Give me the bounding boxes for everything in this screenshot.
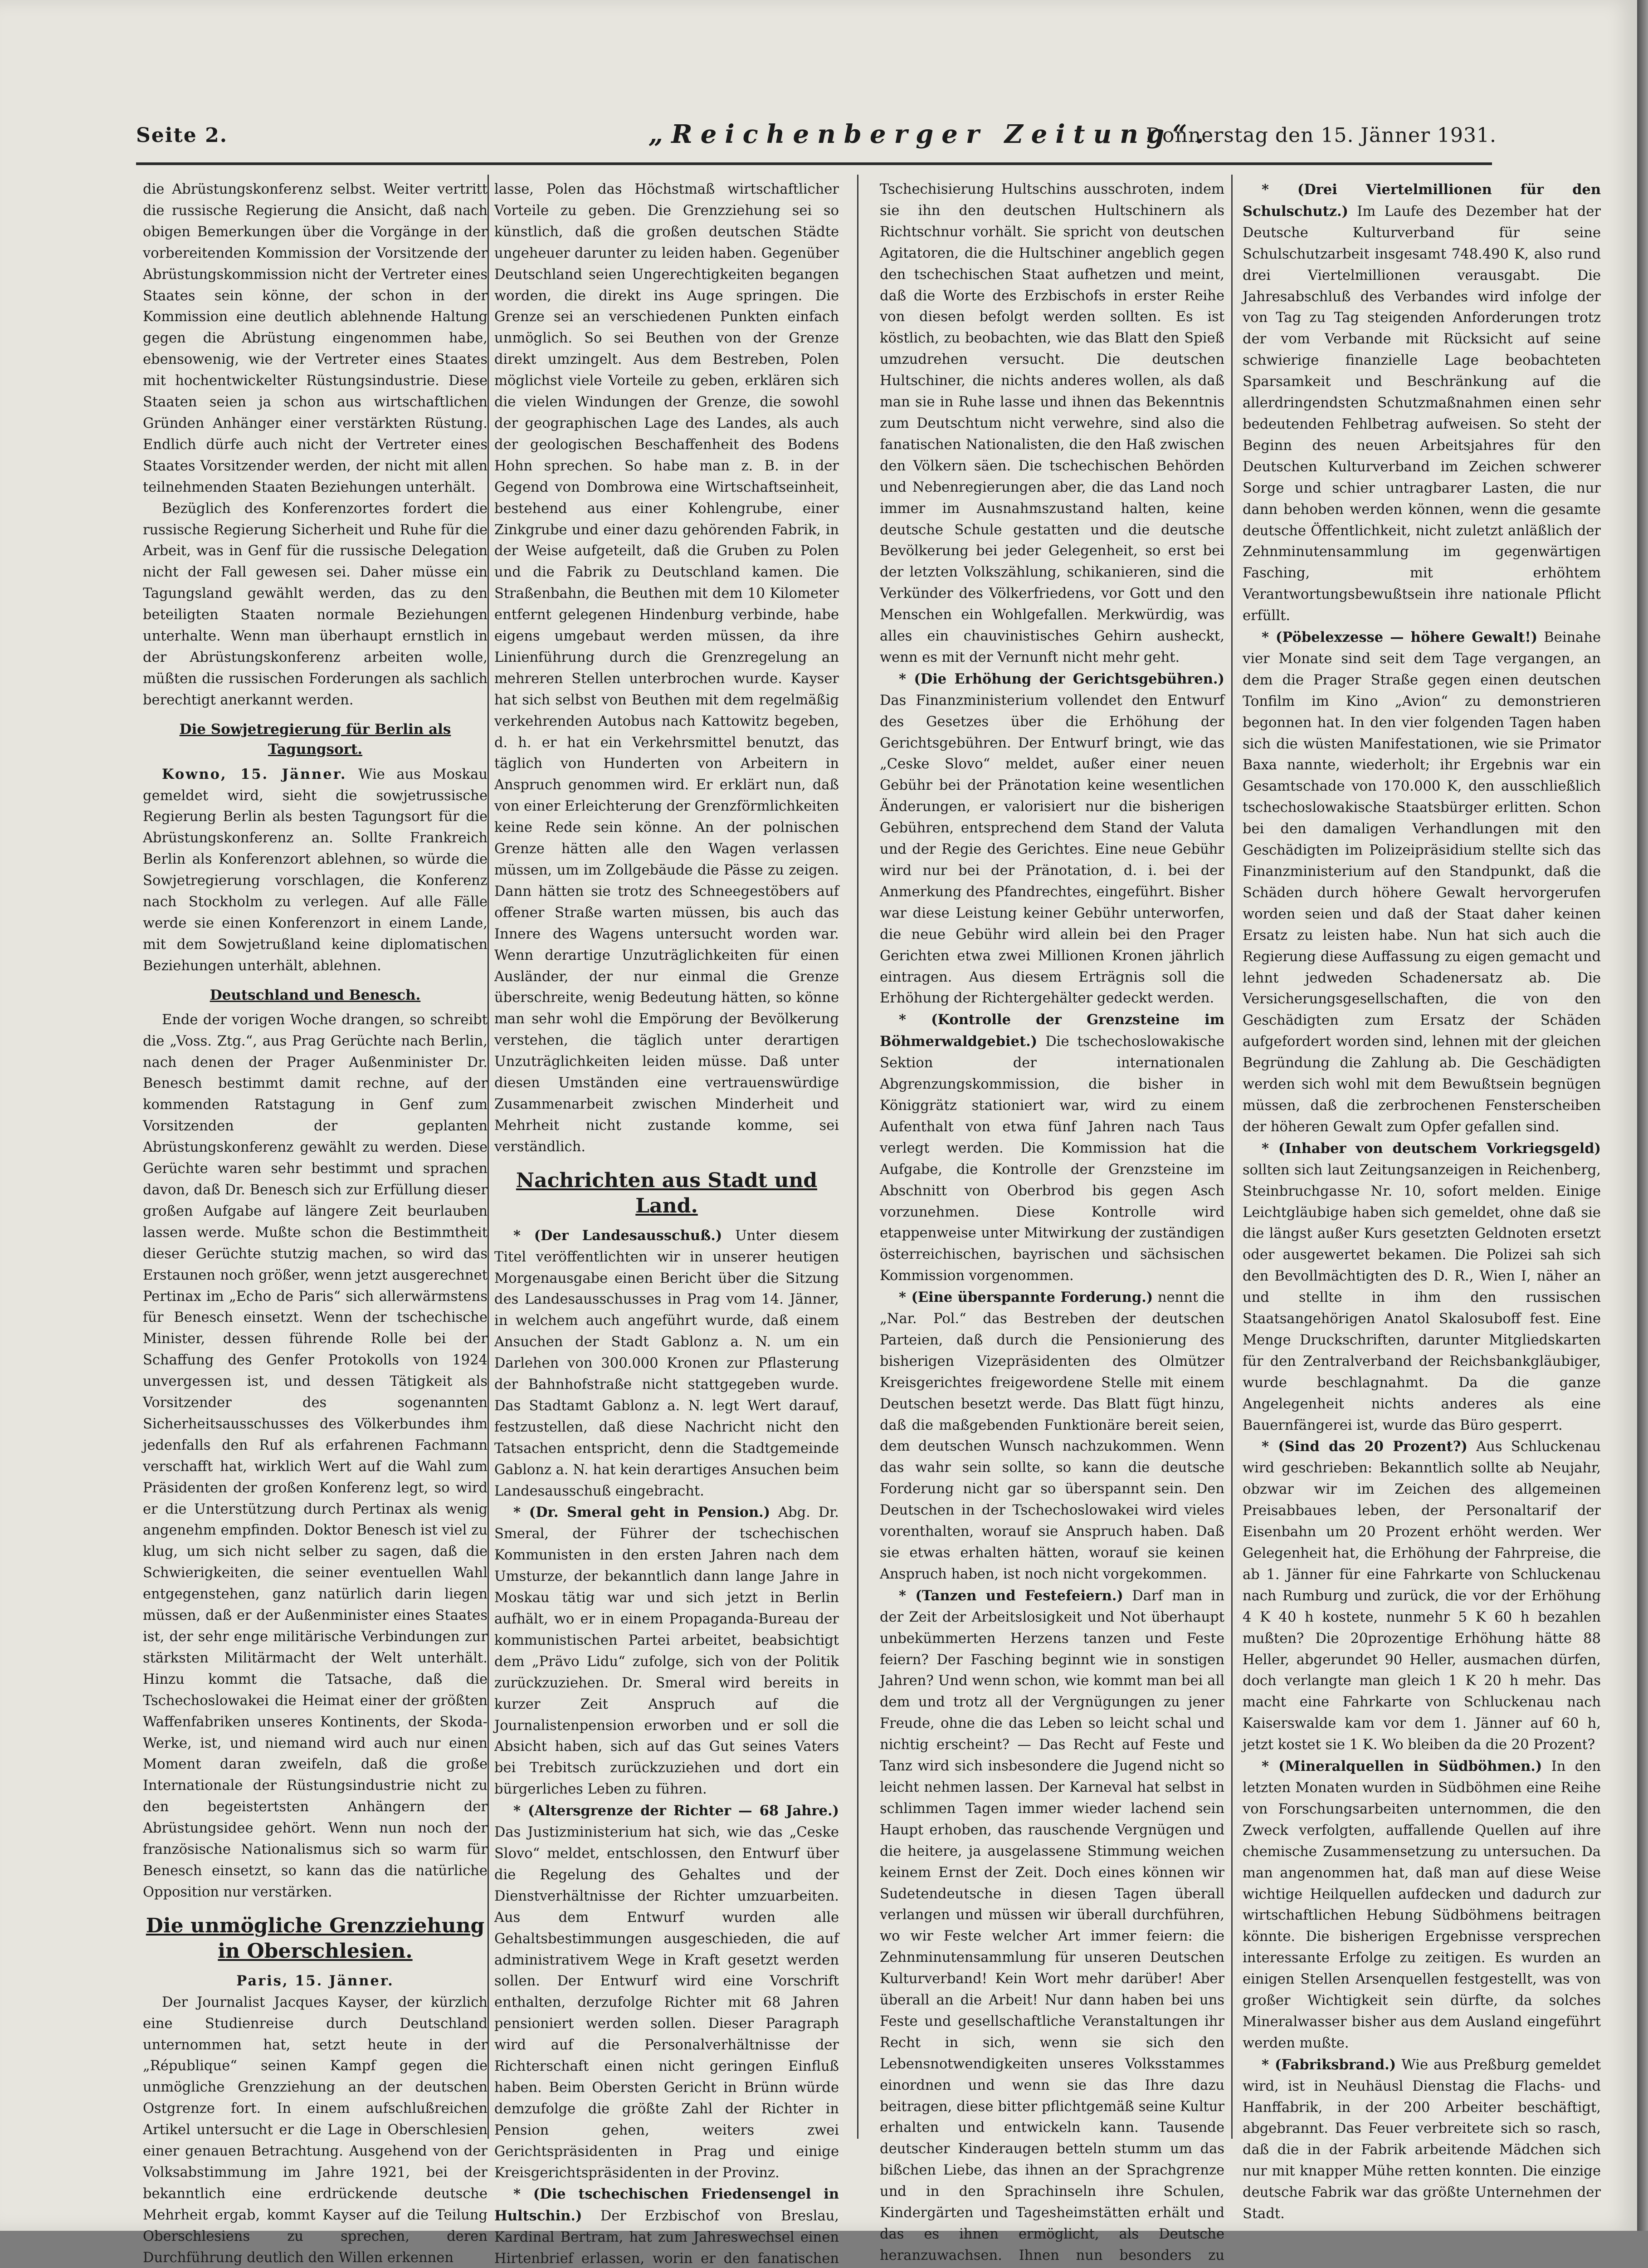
news-item-text: Darf man in der Zeit der Arbeitslosigkeit und Not überhaupt unbekümmerten Herzens tanzen und Feste feiern? Der Fasching beginnt wie in sonstigen Jahren? Und wenn schon, wie kommt man bei all dem und trotz all der Vergnügungen zu jener Freude, ohne die das Leben so leicht schal und nichtig erscheint? — Das Recht auf Feste und Tanz wird sich insbesondere die Jugend nicht so leicht nehmen lassen. Der Karneval hat selbst in schlimmen Tagen immer wieder lachend sein Haupt erhoben, das rauschende Vergnügen und die heitere, ja ausgelassene Stimmung weichen keinem Ernst der Zeit. Doch eines können wir Sudetendeutsche in diesen Tagen überall verlangen und müssen wir überall durchführen, wo wir Feste welcher Art immer feiern: die Zehnminutensammlung für unseren Deutschen Kulturverband! Kein Wort mehr darüber! Aber überall an die Arbeit! Nur dann haben bei uns Feste und gesellschaftliche Veranstaltungen ihr Recht in sich, wenn sie sich den Lebensnotwendigkeiten unseres Volksstammes einordnen und wenn sie das Ihre dazu beitragen, diese bitter pflichtgemäß seine Kultur erhalten und entwickeln kann. Tausende deutscher Kinderaugen betteln stumm um das bißchen Liebe, das ihnen an der Sprachgrenze und in den Sprachinseln ihre Schulen, Kindergärten und Tagesheimstätten erhält und das es ihnen ermöglicht, als Deutsche heranzuwachsen. Ihnen nun besonders zu bbox=[880, 1588, 1225, 2263]
news-item-heading: * (Die Erhöhung der Gerichtsgebühren.) bbox=[899, 670, 1224, 687]
news-item bbox=[1243, 1436, 1601, 1756]
news-item-heading: * (Altersgrenze der Richter — 68 Jahre.) bbox=[513, 1803, 839, 1819]
news-item-text: Wie aus Preßburg gemeldet wird, ist in Neuhäusl Dienstag die Flachs- und Hanffabrik, in der 200 Arbeiter beschäftigt, abgebrannt. Das Feuer verbreitete sich so rasch, daß die in der Fabrik arbeitende Mädchen sich nur mit knapper Mühe retten konnten. Die einzige deutsche Fabrik war das größte Unternehmen der Stadt. bbox=[1243, 2057, 1601, 2222]
article-text: Wie aus Moskau gemeldet wird, sieht die sowjetrussische Regierung Berlin als besten Tagungsort für die Abrüstungskonferenz an. Sollte Frankreich Berlin als Konferenzort ablehnen, so würde die Sowjetregierung vorschlagen, die Konferenz nach Stockholm zu verlegen. Auf alle Fälle werde sie einen Konferenzort in einem Lande, mit dem Sowjetrußland keine diplomatischen Beziehungen unterhält, ablehnen. bbox=[143, 766, 488, 974]
news-item-heading: * (Inhaber von deutschem Vorkriegsgeld) bbox=[1262, 1140, 1601, 1157]
article-paragraph: Bezüglich des Konferenzortes fordert die russische Regierung Sicherheit und Ruhe für die Arbeit, was in Genf für die russische Delegation nicht der Fall gewesen sei. Daher müsse ein Tagungsland gewählt werden, das zu den beteiligten Staaten normale Beziehungen unterhalte. Wenn man überhaupt ernstlich in der Abrüstungskonferenz arbeiten wolle, müßten die russischen Forderungen als sachlich berechtigt anerkannt werden. bbox=[143, 500, 488, 708]
news-item bbox=[880, 1585, 1224, 2268]
news-item-heading: * (Pöbelexzesse — höhere Gewalt!) bbox=[1262, 629, 1538, 646]
news-item-heading: * (Sind das 20 Prozent?) bbox=[1262, 1438, 1468, 1455]
dateline-place-text: Paris, 15. Jänner. bbox=[236, 1972, 394, 1989]
news-item bbox=[1243, 627, 1601, 1138]
column-1 bbox=[143, 179, 488, 2266]
page-number: Seite 2. bbox=[136, 124, 228, 147]
dateline: Donnerstag den 15. Jänner 1931. bbox=[1146, 124, 1497, 147]
article-headline: Die unmögliche Grenzziehung in Oberschlesien. bbox=[146, 1914, 485, 1963]
news-item-text: sollten sich laut Zeitungsanzeigen in Reichenberg, Steinbruchgasse Nr. 10, sofort melden. Einige Leichtgläubige haben sich gemeldet, ohne daß sie die längst außer Kurs gesetzten Geldnoten ersetzt oder ausgewertet bekamen. Die Polizei sah sich den Bevollmächtigten des D. R., Wien I, näher an und stellte in ihm den russischen Staatsangehörigen Anatol Skalosuboff fest. Eine Menge Druckschriften, darunter Mitgliedskarten für den Zentralverband der Reichsbankgläubiger, wurde beschlagnahmt. Da die ganze Angelegenheit nichts anderes als eine Bauernfängerei ist, wurde das Büro gesperrt. bbox=[1243, 1162, 1601, 1433]
news-item bbox=[494, 1800, 839, 2184]
news-item-text: Im Laufe des Dezember hat der Deutsche Kulturverband für seine Schulschutzarbeit insgesamt 748.490 K, also rund drei Viertelmillionen verausgabt. Die Jahresabschluß des Verbandes wird infolge der von Tag zu Tag steigenden Anforderungen trotz der vom Verbande mit Rücksicht auf seine schwierige finanzielle Lage beobachteten Sparsamkeit und Beschränkung auf die allerdringendsten Schutzmaßnahmen einen sehr bedeutenden Fehlbetrag aufweisen. So steht der Beginn des neuen Arbeitsjahres für den Deutschen Kulturverband im Zeichen schwerer Sorge und schier untragbarer Lasten, die nur dann behoben werden können, wenn die gesamte deutsche Öffentlichkeit, nicht zuletzt anläßlich der Zehnminutensammlung im gegenwärtigen Fasching, mit erhöhtem Verantwortungsbewußtsein ihre nationale Pflicht erfüllt. bbox=[1243, 203, 1601, 624]
column-2 bbox=[494, 179, 839, 2267]
article-headline: Die Sowjetregierung für Berlin als Tagungsort. bbox=[179, 721, 451, 758]
column-4 bbox=[1243, 179, 1601, 2222]
news-item-heading: * (Fabriksbrand.) bbox=[1262, 2056, 1396, 2073]
news-item bbox=[880, 1287, 1224, 1585]
news-item-text: Unter diesem Titel veröffentlichten wir in unserer heutigen Morgenausgabe einen Bericht über die Sitzung des Landesausschusses in Prag vom 14. Jänner, in welchem auch angeführt wurde, daß einem Ansuchen der Stadt Gablonz a. N. um ein Darlehen von 300.000 Kronen zur Pflasterung der Bahnhofstraße nicht stattgegeben wurde. Das Stadtamt Gablonz a. N. legt Wert darauf, festzustellen, daß diese Nachricht nicht den Tatsachen entspricht, denn die Stadtgemeinde Gablonz a. N. hat kein derartiges Ansuchen beim Landesausschuß eingebracht. bbox=[494, 1227, 839, 1499]
news-item bbox=[494, 2184, 839, 2268]
article-paragraph: lasse, Polen das Höchstmaß wirtschaftlicher Vorteile zu geben. Die Grenzziehung sei so künstlich, daß die großen deutschen Städte ungeheuer darunter zu leiden haben. Gegenüber Deutschland seien Ungerechtigkeiten begangen worden, die direkt ins Auge springen. Die Grenze sei an verschiedenen Punkten einfach unmöglich. So sei Beuthen von der Grenze direkt umzingelt. Aus dem Bestreben, Polen möglichst viele Vorteile zu geben, erklären sich die vielen Windungen der Grenze, die sowohl der geographischen Lage des Landes, als auch der geologischen Beschaffenheit des Bodens Hohn sprechen. So habe man z. B. in der Gegend von Dombrowa eine Wirtschaftseinheit, bestehend aus einer Kohlengrube, einer Zinkgrube und einer dazu gehörenden Fabrik, in der Weise aufgeteilt, daß die Gruben zu Polen und die Fabrik zu Deutschland kamen. Die Straßenbahn, die Beuthen mit dem 10 Kilometer entfernt gelegenen Hindenburg verbinde, habe eigens umgebaut werden müssen, da ihre Linienführung durch die Grenzregelung an mehreren Stellen unterbrochen wurde. Kayser hat sich selbst von Beuthen mit dem regelmäßig verkehrenden Autobus nach Kattowitz begeben, d. h. er hat ein Verkehrsmittel benutzt, das täglich von Hunderten von Arbeitern in Anspruch genommen wird. Er erklärt nun, daß von einer Erleichterung der Grenzförmlichkeiten keine Rede sein könne. An der polnischen Grenze hätten alle den Wagen verlassen müssen, um im Zollgebäude die Pässe zu zeigen. Dann hätten sie trotz des Schneegestöbers auf offener Straße warten müssen, bis auch das Innere des Wagens untersucht worden war. Wenn derartige Unzuträglichkeiten für einen Ausländer, der nur einmal die Grenze überschreite, wenig Bedeutung hätten, so könne man sehr wohl die Empörung der Bevölkerung verstehen, die täglich unter derartigen Unzuträglichkeiten leiden müsse. Daß unter diesen Umständen eine vertrauenswürdige Zusammenarbeit zwischen Minderheit und Mehrheit nicht zustande komme, sei verständlich. bbox=[494, 181, 839, 1155]
column-divider bbox=[1231, 175, 1233, 2139]
news-item-heading: * (Eine überspannte Forderung.) bbox=[899, 1289, 1153, 1306]
news-item-text: Das Justizministerium hat sich, wie das „Ceske Slovo“ meldet, entschlossen, den Entwurf über die Regelung des Gehaltes und der Dienstverhältnisse der Richter umzuarbeiten. Aus dem Entwurf wurden alle Gehaltsbestimmungen ausgeschieden, die auf administrativem Wege in Kraft gesetzt werden sollen. Der Entwurf wird eine Vorschrift enthalten, derzufolge Richter mit 68 Jahren pensioniert werden sollen. Dieser Paragraph wird auf die Personalverhältnisse der Richterschaft einen nicht geringen Einfluß haben. Beim Obersten Gericht in Brünn würde demzufolge die größte Zahl der Richter in Pension gehen, weiters zwei Gerichtspräsidenten in Prag und einige Kreisgerichtspräsidenten in der Provinz. bbox=[494, 1824, 839, 2181]
news-item-text: Der Erzbischof von Breslau, Kardinal Bertram, hat zum Jahreswechsel einen Hirtenbrief erlassen, worin er den fanatischen bbox=[494, 2208, 839, 2267]
header-rule bbox=[136, 162, 1492, 165]
news-item-text: Die tschechoslowakische Sektion der internationalen Abgrenzungskommission, die bisher in Königgrätz stationiert war, wird zu einem Aufenthalt von etwa fünf Jahren nach Taus verlegt werden. Die Kommission hat die Aufgabe, die Kontrolle der Grenzsteine im Abschnitt von Oberbrod bis gegen Asch vorzunehmen. Diese Kontrolle wird etappenweise unter Mitwirkung der zuständigen österreichischen, bayrischen und sächsischen Kommission vorgenommen. bbox=[880, 1034, 1224, 1284]
news-item bbox=[1243, 1756, 1601, 2054]
news-item bbox=[494, 1502, 839, 1800]
dateline-place: Kowno, 15. Jänner. bbox=[162, 766, 347, 782]
article-paragraph: die Abrüstungskonferenz selbst. Weiter vertritt die russische Regierung die Ansicht, daß nach obigen Bemerkungen über die Vorgänge in der vorbereitenden Kommission der Vorsitzende der Abrüstungskommission nicht der Vertreter eines Staates sein könne, der schon in der Kommission eine deutlich ablehnende Haltung gegen die Abrüstung eingenommen habe, ebensowenig, wie der Vertreter eines Staates mit hochentwickelter Rüstungsindustrie. Diese Staaten seien ja schon aus wirtschaftlichen Gründen Anhänger einer verstärkten Rüstung. Endlich dürfe auch nicht der Vertreter eines Staates Vorsitzender werden, der nicht mit allen teilnehmenden Staaten Beziehungen unterhält. bbox=[143, 181, 488, 495]
news-item-text: Aus Schluckenau wird geschrieben: Bekanntlich sollte ab Neujahr, obzwar wir im Zeichen des allgemeinen Preisabbaues leben, der Personaltarif der Eisenbahn um 20 Prozent erhöht werden. Wer Gelegenheit hat, die Erhöhung der Fahrpreise, die ab 1. Jänner für eine Fahrkarte von Schluckenau nach Rumburg und zurück, die vor der Erhöhung 4 K 40 h kostete, nunmehr 5 K 60 h bezahlen mußten? Die 20prozentige Erhöhung hätte 88 Heller, abgerundet 90 Heller, ausmachen dürfen, doch verlangte man gleich 1 K 20 h mehr. Das macht eine Fahrkarte von Schluckenau nach Kaiserswalde kam vor dem 1. Jänner auf 60 h, jetzt kostet sie 1 K. Wo bleiben da die 20 Prozent? bbox=[1243, 1439, 1601, 1753]
masthead: „Reichenberger Zeitung“. bbox=[648, 119, 1212, 149]
news-item bbox=[880, 669, 1224, 1010]
page-header bbox=[136, 116, 1497, 156]
section-headline: Nachrichten aus Stadt und Land. bbox=[516, 1168, 818, 1217]
news-item-heading: * (Tanzen und Festefeiern.) bbox=[899, 1587, 1123, 1604]
scan-edge-shadow bbox=[1637, 0, 1648, 2231]
news-item bbox=[1243, 179, 1601, 627]
news-item-text: Beinahe vier Monate sind seit dem Tage vergangen, an dem die Prager Straße gegen einen deutschen Tonfilm im Kino „Avion“ zu demonstrieren begonnen hat. In den vier folgenden Tagen haben sich die wüsten Manifestationen, wie sie Primator Baxa nannte, wiederholt; ihr Ergebnis war ein Gesamtschade von 170.000 K, den ausschließlich tschechoslowakische Staatsbürger erlitten. Schon bei den damaligen Verhandlungen mit den Geschädigten im Polizeipräsidium stellte sich das Finanzministerium auf den Standpunkt, daß die Schäden durch höhere Gewalt hervorgerufen worden seien und daß der Staat daher keinen Ersatz zu leisten habe. Nun hat sich auch die Regierung diese Auffassung zu eigen gemacht und lehnt jedweden Schadenersatz ab. Die Versicherungsgesellschaften, die von den Geschädigten zum Ersatz der Schäden aufgefordert worden sind, lehnen mit der gleichen Begründung die Zahlung ab. Die Geschädigten werden sich wohl mit dem Bewußtsein begnügen müssen, daß die zerbrochenen Fensterscheiben der höheren Gewalt zum Opfer gefallen sind. bbox=[1243, 630, 1601, 1135]
news-item-text: nennt die „Nar. Pol.“ das Bestreben der deutschen Parteien, daß durch die Pensionierung des bisherigen Vizepräsidenten des Olmützer Kreisgerichtes freigewordene Stelle mit einem Deutschen besetzt werde. Das Blatt fügt hinzu, daß die maßgebenden Funktionäre bereit seien, dem deutschen Wunsch nachzukommen. Wenn das wahr sein sollte, so kann die deutsche Forderung nicht gar so überspannt sein. Den Deutschen in der Tschechoslowakei wird vieles vorenthalten, worauf sie Anspruch haben. Daß sie etwas erhalten hätten, worauf sie keinen Anspruch haben, ist noch nicht vorgekommen. bbox=[880, 1290, 1224, 1582]
dateline-place bbox=[143, 1970, 488, 1992]
news-item-heading: * (Dr. Smeral geht in Pension.) bbox=[513, 1504, 770, 1521]
column-3 bbox=[880, 179, 1225, 2263]
column-divider bbox=[488, 175, 489, 2139]
news-item-text: Abg. Dr. Smeral, der Führer der tschechischen Kommunisten in den ersten Jahren nach dem Umsturze, der bekanntlich dann lange Jahre in Moskau tätig war und sich jetzt in Berlin aufhält, wo er in einem Propaganda-Bureau der kommunistischen Partei arbeitet, beabsichtigt dem „Prävo Lidu“ zufolge, sich von der Politik zurückzuziehen. Dr. Smeral wird bereits in kurzer Zeit Anspruch auf die Journalistenpension erworben und er soll die Absicht haben, sich auf das Gut seines Vaters bei Trebitsch zurückzuziehen und dort ein bürgerliches Leben zu führen. bbox=[494, 1505, 839, 1798]
news-item-heading: * (Der Landesausschuß.) bbox=[513, 1227, 722, 1244]
article-paragraph: Der Journalist Jacques Kayser, der kürzlich eine Studienreise durch Deutschland unternommen hat, setzt heute in der „République“ seinen Kampf gegen die unmögliche Grenzziehung an der deutschen Ostgrenze fort. In einem aufschlußreichen Artikel untersucht er die Lage in Oberschlesien einer genauen Betrachtung. Ausgehend von der Volksabstimmung im Jahre 1921, bei der bekanntlich eine erdrückende deutsche Mehrheit ergab, kommt Kayser auf die Teilung Oberschlesiens zu sprechen, deren Durchführung deutlich den Willen erkennen bbox=[143, 1994, 488, 2266]
news-item-heading: * (Die tschechischen Friedensengel in Hultschin.) bbox=[494, 2186, 839, 2224]
news-item bbox=[1243, 1138, 1601, 1437]
article-paragraph bbox=[143, 764, 488, 977]
column-divider bbox=[857, 175, 858, 2139]
news-item-heading: * (Mineralquellen in Südböhmen.) bbox=[1262, 1758, 1542, 1775]
news-item-text: In den letzten Monaten wurden in Südböhmen eine Reihe von Forschungsarbeiten unternommen, die den Zweck verfolgten, auffallende Quellen auf ihre chemische Zusammensetzung zu untersuchen. Da man angenommen hat, daß man auf diese Weise wichtige Heilquellen aufdecken und dadurch zur wirtschaftlichen Hebung Südböhmens beitragen könnte. Die bisherigen Ergebnisse versprechen interessante Erfolge zu zeitigen. Es wurden an einigen Stellen Arsenquellen festgestellt, was von großer Wichtigkeit sein dürfte, da solches Mineralwasser bisher aus dem Ausland eingeführt werden mußte. bbox=[1243, 1759, 1601, 2051]
news-item-text: Das Finanzministerium vollendet den Entwurf des Gesetzes über die Erhöhung der Gerichtsgebühren. Der Entwurf bringt, wie das „Ceske Slovo“ meldet, außer einer neuen Gebühr bei der Pränotation keine wesentlichen Änderungen, er valorisiert nur die bisherigen Gebühren, entsprechend dem Stand der Valuta und der Regie des Gerichtes. Eine neue Gebühr wird nur bei der Pränotation, d. i. bei der Anmerkung des Pfandrechtes, eingeführt. Bisher war diese Leistung keiner Gebühr unterworfen, die neue Gebühr wird allein bei den Prager Gerichten etwa zwei Millionen Kronen jährlich eintragen. Aus diesem Erträgnis soll die Erhöhung der Richtergehälter gedeckt werden. bbox=[880, 692, 1224, 1007]
news-item bbox=[1243, 2054, 1601, 2225]
news-item bbox=[880, 1009, 1224, 1287]
article-paragraph: Ende der vorigen Woche drangen, so schreibt die „Voss. Ztg.“, aus Prag Gerüchte nach Berlin, nach denen der Prager Außenminister Dr. Benesch bestimmt damit rechne, auf der kommenden Ratstagung in Genf zum Vorsitzenden der geplanten Abrüstungskonferenz gewählt zu werden. Diese Gerüchte waren sehr bestimmt und sprachen davon, daß Dr. Benesch sich zur Erfüllung dieser großen Aufgabe auf längere Zeit beurlauben lassen werde. Mußte schon die Bestimmtheit dieser Gerüchte stutzig machen, so wird das Erstaunen noch größer, wenn jetzt ausgerechnet Pertinax im „Echo de Paris“ sich allerwärmstens für Benesch einsetzt. Wenn der tschechische Minister, dessen führende Rolle bei der Schaffung des Genfer Protokolls von 1924 unvergessen ist, und dessen Tätigkeit als Vorsitzender des sogenannten Sicherheitsausschusses des Völkerbundes ihm jedenfalls den Ruf als erfahrenen Fachmann verschafft hat, wirklich Wert auf die Wahl zum Präsidenten der großen Konferenz legt, so wird er die Unterstützung durch Pertinax als wenig angenehm empfinden. Doktor Benesch ist viel zu klug, um sich nicht selber zu sagen, daß die Schwierigkeiten, die seiner eventuellen Wahl entgegenstehen, ganz natürlich darin liegen müssen, daß er der Außenminister eines Staates ist, der sehr enge militärische Verbindungen zur stärksten Militärmacht der Welt unterhält. Hinzu kommt die Tatsache, daß die Tschechoslowakei die Heimat einer der größten Waffenfabriken unseres Kontinents, der Skoda-Werke, ist, und niemand wird auch nur einen Moment daran zweifeln, daß die große Internationale der Rüstungsindustrie nicht zu den begeistertsten Anhängern der Abrüstungsidee gehört. Wenn nun noch der französische Nationalismus sich so warm für Benesch einsetzt, so kann das die natürliche Opposition nur verstärken. bbox=[143, 1012, 488, 1900]
article-headline: Deutschland und Benesch. bbox=[210, 987, 421, 1003]
news-item-heading: * (Kontrolle der Grenzsteine im Böhmerwaldgebiet.) bbox=[880, 1012, 1224, 1050]
article-paragraph: Tschechisierung Hultschins ausschroten, indem sie ihn den deutschen Hultschinern als Richtschnur vorhält. Sie spricht von deutschen Agitatoren, die die Hultschiner angeblich gegen den tschechischen Staat aufhetzen und meint, daß die Worte des Erzbischofs in erster Reihe von diesen befolgt werden sollten. Es ist köstlich, zu beobachten, wie das Blatt den Spieß umzudrehen versucht. Die deutschen Hultschiner, die nichts anderes wollen, als daß man sie in Ruhe lasse und ihnen das Bekenntnis zum Deutschtum nicht verwehre, sind also die fanatischen Nationalisten, die den Haß zwischen den Völkern säen. Die tschechischen Behörden und Nebenregierungen aber, die das Land noch immer im Ausnahmszustand halten, keine deutsche Schule gestatten und die deutsche Bevölkerung bei jeder Gelegenheit, so erst bei der letzten Volkszählung, schikanieren, sind die Verkünder des Völkerfriedens, vor Gott und den Menschen ein Wohlgefallen. Merkwürdig, was alles ein chauvinistisches Gehirn ausheckt, wenn es mit der Vernunft nicht mehr geht. bbox=[880, 181, 1224, 665]
news-item bbox=[494, 1225, 839, 1502]
news-item-heading: * (Drei Viertelmillionen für den Schulschutz.) bbox=[1243, 181, 1601, 220]
